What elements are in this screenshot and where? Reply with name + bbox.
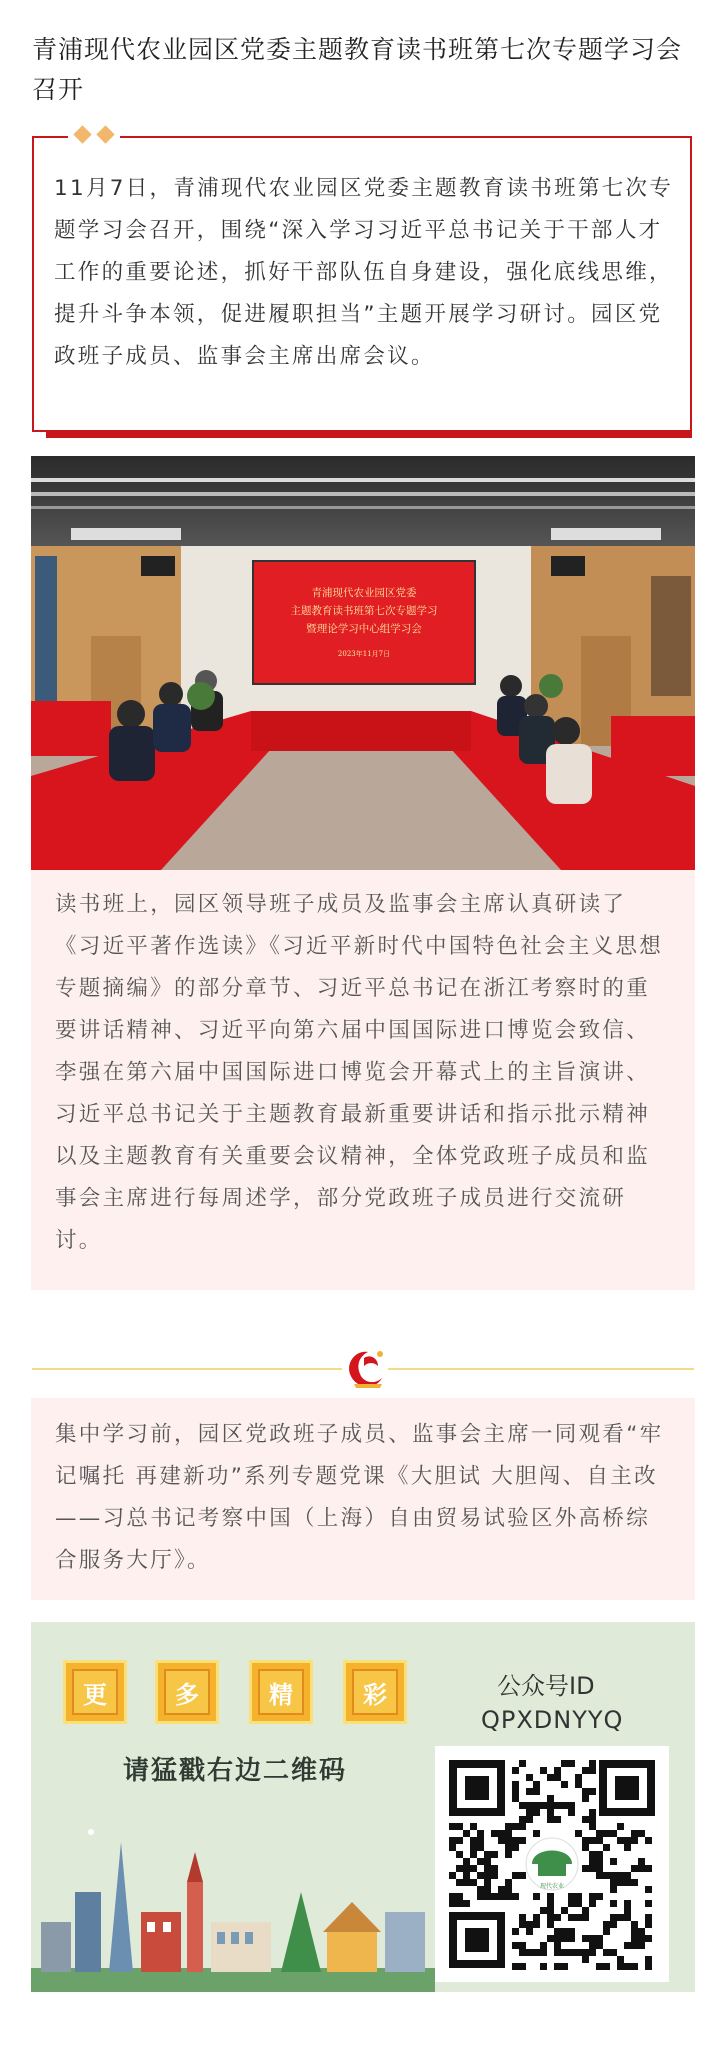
screen-line-2: 主题教育读书班第七次专题学习 xyxy=(290,605,438,617)
banner-tile xyxy=(155,1660,219,1724)
paragraph-reading xyxy=(31,870,695,1290)
meeting-photo xyxy=(31,456,695,870)
party-emblem-icon xyxy=(342,1344,388,1394)
follow-banner xyxy=(31,1622,695,1992)
screen-line-1: 青浦现代农业园区党委 xyxy=(311,587,417,599)
intro-box xyxy=(32,136,692,432)
paragraph-video xyxy=(31,1398,695,1600)
banner-tile-char: 彩 xyxy=(352,1669,398,1715)
city-skyline-illustration xyxy=(31,1772,435,1992)
qr-center-text: 现代农业 xyxy=(539,1883,565,1890)
banner-tile xyxy=(63,1660,127,1724)
screen-line-3: 暨理论学习中心组学习会 xyxy=(306,623,422,635)
article-title: 青浦现代农业园区党委主题教育读书班第七次专题学习会召开 xyxy=(32,35,683,104)
intro-text: 11月7日，青浦现代农业园区党委主题教育读书班第七次专题学习会召开，围绕“深入学习习近平总书记关于干部人才工作的重要论述，抓好干部队伍自身建设，强化底线思维，提升斗争本领，促进履职担当”主题开展学习研讨。园区党政班子成员、监事会主席出席会议。 xyxy=(54,176,674,369)
banner-tile-char: 更 xyxy=(72,1669,118,1715)
account-id: QPXDNYYQ xyxy=(481,1706,624,1734)
banner-cta: 请猛戳右边二维码 xyxy=(123,1756,348,1786)
banner-tile xyxy=(343,1660,407,1724)
banner-tile-char: 精 xyxy=(258,1669,304,1715)
diamond-icon xyxy=(73,125,91,143)
screen-date: 2023年11月7日 xyxy=(337,650,391,658)
paragraph-reading-text: 读书班上，园区领导班子成员及监事会主席认真研读了《习近平著作选读》《习近平新时代中国特色社会主义思想专题摘编》的部分章节、习近平总书记在浙江考察时的重要讲话精神、习近平向第六届中国国际进口博览会致信、李强在第六届中国国际进口博览会开幕式上的主旨演讲、习近平总书记关于主题教育最新重要讲话和指示批示精神以及主题教育有关重要会议精神，全体党政班子成员和监事会主席进行每周述学，部分党政班子成员进行交流研讨。 xyxy=(55,892,664,1253)
intro-box-underline xyxy=(46,432,692,438)
banner-tile-char: 多 xyxy=(164,1669,210,1715)
diamond-icon xyxy=(96,125,114,143)
decor-diamonds xyxy=(68,128,120,141)
account-label: 公众号ID xyxy=(497,1672,595,1700)
paragraph-video-text: 集中学习前，园区党政班子成员、监事会主席一同观看“牢记嘱托 再建新功”系列专题党课《大胆试 大胆闯、自主改——习总书记考察中国（上海）自由贸易试验区外高桥综合服务大厅》。 xyxy=(55,1422,664,1573)
banner-tile xyxy=(249,1660,313,1724)
qr-code[interactable] xyxy=(435,1746,669,1982)
